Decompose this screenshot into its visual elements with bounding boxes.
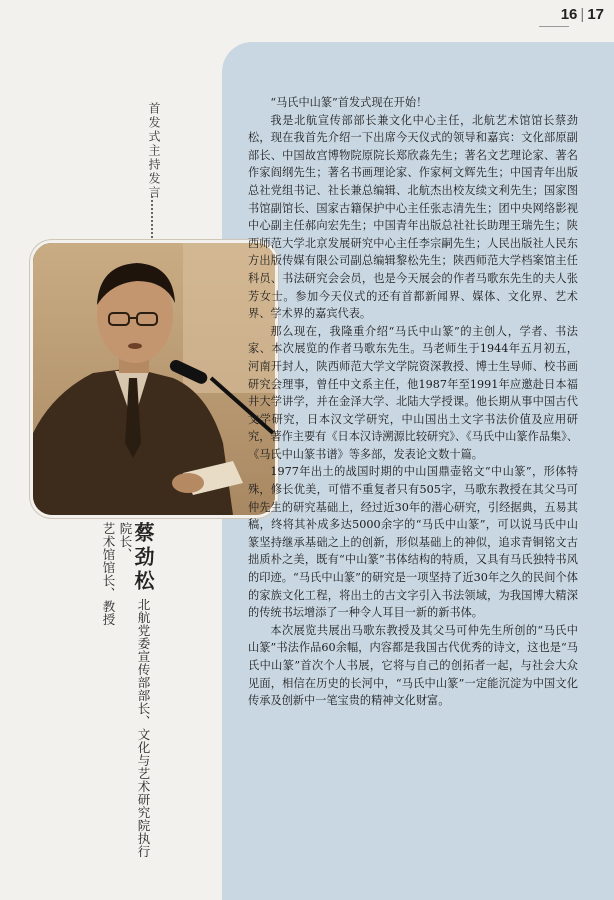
paragraph-exhibition: 本次展览共展出马歌东教授及其父马可仲先生所创的“马氏中山篆”书法作品60余幅，内容都是我国古代优秀的诗文，这也是“马氏中山篆”首次个人书展，它将与自己的创拓者一起，与社会大众见面，相信在历史的长河中，“马氏中山篆”一定能沉淀为中国文化传承及创新中一笔宝贵的精神文化财富。 (248, 623, 578, 708)
speech-body (248, 94, 578, 710)
section-label: 首发式主持发言 (147, 102, 161, 200)
speaker-photo (30, 240, 278, 518)
paragraph-zhongshan-script: 1977年出土的战国时期的中山国鼎壶铭文“中山篆”，形体特殊，修长优美，可惜不重复者只有505字，马歌东教授在其父马可仲先生的研究基础上，经过近30年的潜心研究，引经据典，五易其稿，终将其补成多达5000余字的“马氏中山篆”，可以说马氏中山篆坚持继承基础之上的创新，形似基础上的神似，追求青铜铭文古拙质朴之美，既有“中山篆”书体结构的特质，又具有马氏独特书风的印迹。“马氏中山篆”的研究是一项坚持了近30年之久的民间个体的家族文化工程，将出土的古文字引入书法领域，为我国博大精深的传统书坛增添了一种令人耳目一新的新书体。 (248, 465, 578, 620)
page-numbers (561, 6, 604, 23)
page-number-right: 17 (587, 6, 604, 23)
speaker-title-line2: 艺术馆馆长、教授 (101, 522, 116, 626)
page-number-left: 16 (560, 6, 578, 23)
speaker-title-line1: 北航党委宣传部部长、文化与艺术研究院执行院长、 (118, 522, 151, 858)
page-number-separator: | (580, 6, 585, 23)
paragraph-author-intro: 那么现在，我隆重介绍“马氏中山篆”的主创人，学者、书法家、本次展览的作者马歌东先生。马老师生于1944年五月初五，河南开封人，陕西师范大学文学院资深教授、博士生导师、校书画研究会理事，曾任中文系主任，他1987年至1991年应邀赴日本福井大学讲学，并在金泽大学、北陆大学授课。他长期从事中国古代文学研究，日本汉文学研究，中山国出土文字书法价值及应用研究，著作主要有《日本汉诗溯源比较研究》、《马氏中山篆作品集》、《马氏中山篆书谱》等多部，发表论文数十篇。 (248, 324, 579, 461)
dotted-divider (151, 196, 153, 238)
opening-line: “马氏中山篆”首发式现在开始！ (270, 96, 428, 109)
page-number-rule (539, 26, 569, 27)
paragraph-guests: 我是北航宣传部部长兼文化中心主任，北航艺术馆馆长蔡劲松，现在我首先介绍一下出席今天仪式的领导和嘉宾：文化部原副部长、中国故宫博物院原院长郑欣淼先生；著名文艺理论家、著名作家阎纲先生；著名书画理论家、作家柯文辉先生；中国青年出版总社党组书记、社长兼总编辑、北航杰出校友续文利先生；国家图书馆副馆长、国家古籍保护中心主任张志清先生；团中央网络影视中心副主任郝向宏先生；中国青年出版总社社长助理王瑞先生；陕西师范大学北京发展研究中心主任李宗嗣先生；人民出版社人民东方出版传媒有限公司副总编辑黎松先生；陕西师范大学档案馆主任科员、书法研究会会员，也是今天展会的作者马歌东先生的夫人张芳女士。参加今天仪式的还有首都新闻界、媒体、文化界、艺术界、学术界的嘉宾代表。 (248, 113, 578, 321)
speaker-name: 蔡劲松 (131, 522, 155, 594)
speaker-photo-image (33, 243, 275, 515)
speaker-caption (100, 522, 155, 862)
